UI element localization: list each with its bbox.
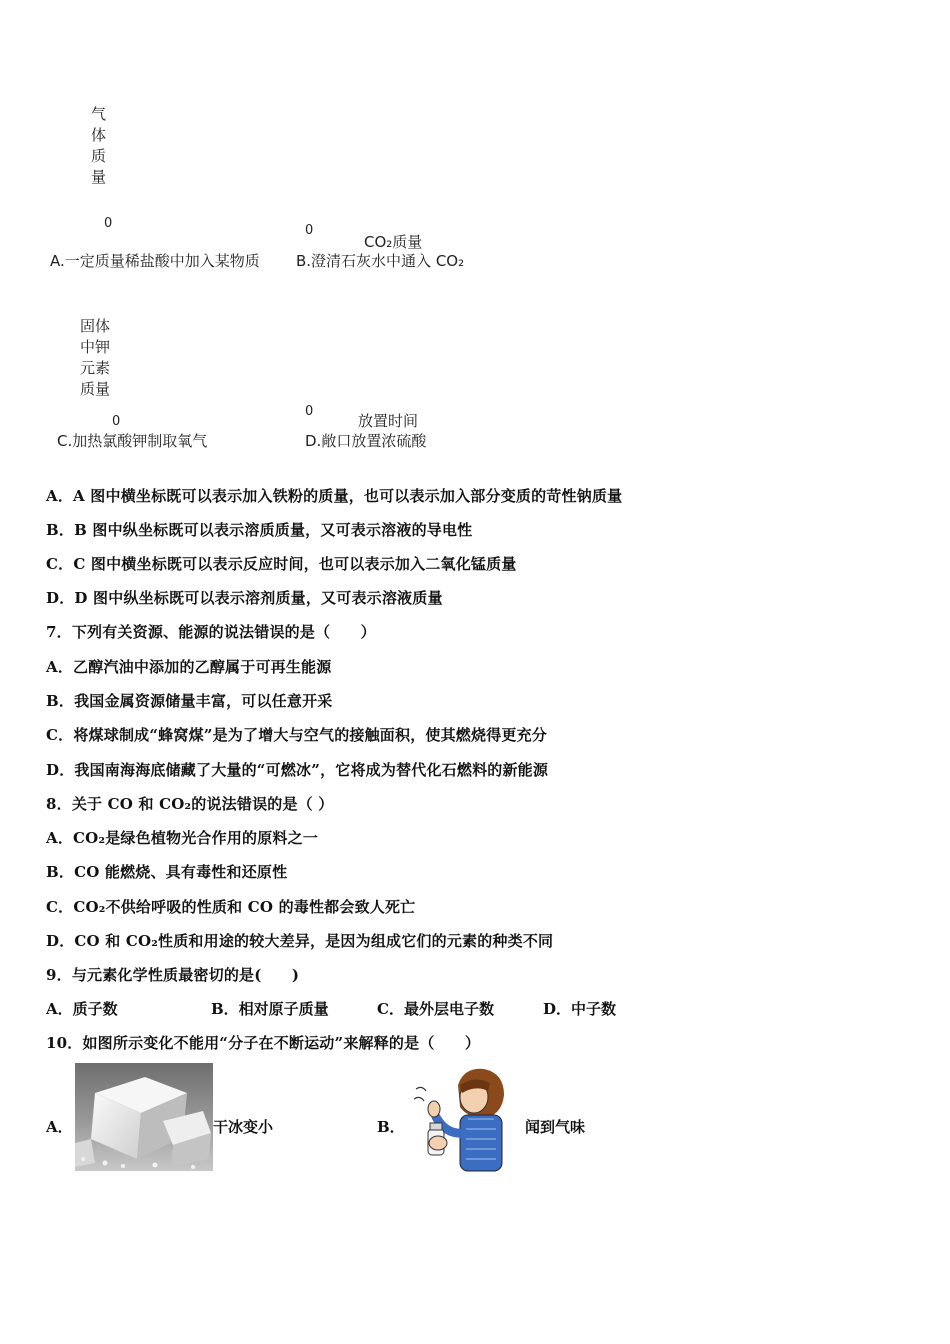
q9-stem: 9．与元素化学性质最密切的是( ) bbox=[46, 966, 300, 984]
q10-stem: 10．如图所示变化不能用“分子在不断运动”来解释的是（ ） bbox=[46, 1034, 481, 1052]
boy-smelling-illustration bbox=[408, 1063, 518, 1173]
q10-option-a-letter: A． bbox=[46, 1118, 73, 1136]
q9-option-d: D．中子数 bbox=[543, 1000, 617, 1018]
q9-option-c: C．最外层电子数 bbox=[377, 1000, 494, 1018]
q8-option-b: B．CO 能燃烧、具有毒性和还原性 bbox=[46, 863, 288, 881]
q6-option-d: D．D 图中纵坐标既可以表示溶剂质量，又可表示溶液质量 bbox=[46, 589, 443, 607]
q8-option-a: A．CO₂是绿色植物光合作用的原料之一 bbox=[46, 829, 319, 847]
q10-option-b-text: 闻到气味 bbox=[525, 1118, 586, 1136]
q9-option-b: B．相对原子质量 bbox=[211, 1000, 329, 1018]
graph-b-xlabel: CO₂质量 bbox=[364, 233, 423, 251]
graph-b-caption: B.澄清石灰水中通入 CO₂ bbox=[296, 252, 465, 270]
graph-c-caption: C.加热氯酸钾制取氧气 bbox=[57, 432, 208, 450]
graph-c-origin: 0 bbox=[112, 414, 121, 429]
graph-b-origin: 0 bbox=[305, 223, 314, 238]
q7-option-d: D．我国南海海底储藏了大量的“可燃冰”，它将成为替代化石燃料的新能源 bbox=[46, 761, 549, 779]
graph-a-caption: A.一定质量稀盐酸中加入某物质 bbox=[50, 252, 260, 270]
q7-option-b: B．我国金属资源储量丰富，可以任意开采 bbox=[46, 692, 333, 710]
q6-option-a: A．A 图中横坐标既可以表示加入铁粉的质量，也可以表示加入部分变质的苛性钠质量 bbox=[46, 487, 623, 505]
graph-d-origin: 0 bbox=[305, 404, 314, 419]
graph-d-caption: D.敞口放置浓硫酸 bbox=[305, 432, 427, 450]
q7-stem: 7．下列有关资源、能源的说法错误的是（ ） bbox=[46, 623, 376, 641]
graph-a-ylabel: 气体质量 bbox=[91, 105, 107, 186]
q7-option-c: C．将煤球制成“蜂窝煤”是为了增大与空气的接触面积，使其燃烧得更充分 bbox=[46, 726, 547, 744]
q10-option-a-text: 干冰变小 bbox=[213, 1118, 274, 1136]
graph-d-xlabel: 放置时间 bbox=[358, 412, 419, 430]
q10-option-b-letter: B． bbox=[377, 1118, 405, 1136]
graph-c-ylabel: 固体中钾元素质量 bbox=[80, 317, 111, 398]
dry-ice-photo bbox=[75, 1063, 213, 1171]
graph-a-origin: 0 bbox=[104, 216, 113, 231]
q8-stem: 8．关于 CO 和 CO₂的说法错误的是（ ） bbox=[46, 795, 334, 813]
q8-option-c: C．CO₂不供给呼吸的性质和 CO 的毒性都会致人死亡 bbox=[46, 898, 416, 916]
q8-option-d: D．CO 和 CO₂性质和用途的较大差异，是因为组成它们的元素的种类不同 bbox=[46, 932, 554, 950]
q9-option-a: A．质子数 bbox=[46, 1000, 118, 1018]
q6-option-c: C．C 图中横坐标既可以表示反应时间，也可以表示加入二氧化锰质量 bbox=[46, 555, 517, 573]
q7-option-a: A．乙醇汽油中添加的乙醇属于可再生能源 bbox=[46, 658, 332, 676]
q6-option-b: B．B 图中纵坐标既可以表示溶质质量，又可表示溶液的导电性 bbox=[46, 521, 473, 539]
